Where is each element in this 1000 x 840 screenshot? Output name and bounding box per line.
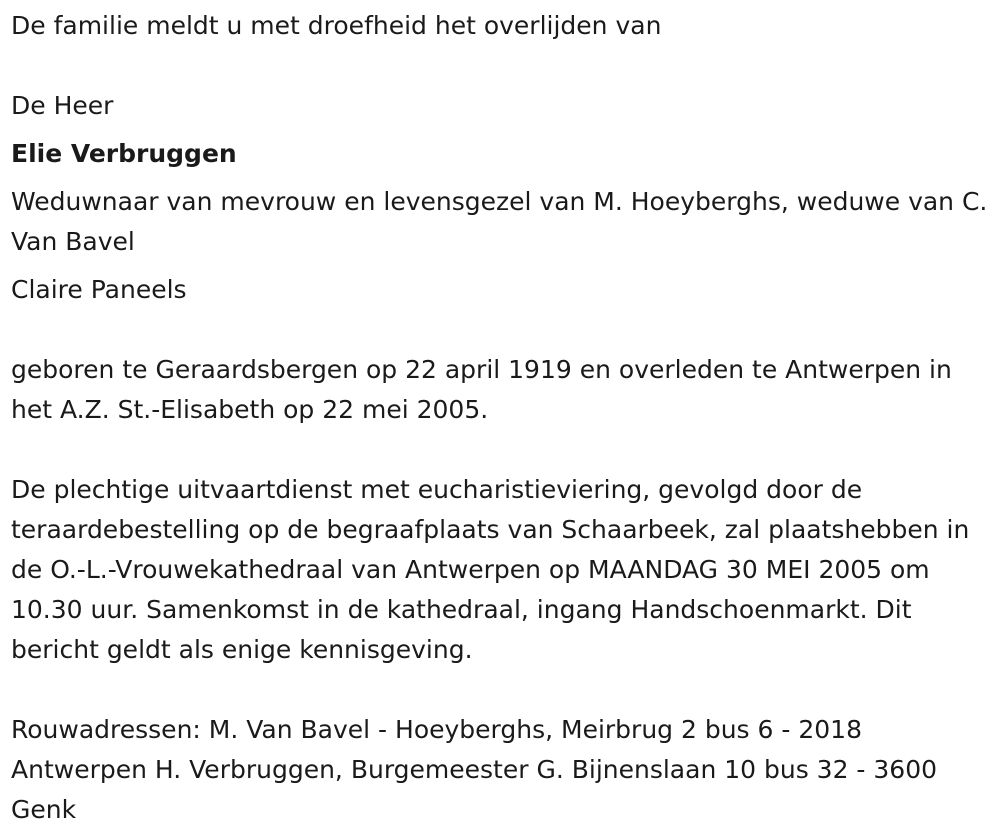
relation-text: Weduwnaar van mevrouw en levensgezel van M. Hoeyberghs, weduwe van C. Van Bavel (11, 187, 988, 256)
intro-text: De familie meldt u met droefheid het overlijden van (11, 11, 662, 40)
funeral-service-text: De plechtige uitvaartdienst met eucharistieviering, gevolgd door de teraardebestelling op de begraafplaats van Schaarbeek, zal plaatshebben in de O.-L.-Vrouwekathedraal van Antwerpen op MAANDAG 30 MEI 2005 om 10.30 uur. Samenkomst in de kathedraal, ingang Handschoenmarkt. Dit bericht geldt als enige kennisgeving. (11, 475, 970, 664)
mourning-addresses: Rouwadressen: M. Van Bavel - Hoeyberghs, Meirbrug 2 bus 6 - 2018 Antwerpen H. Verbruggen, Burgemeester G. Bijnenslaan 10 bus 32 - 3600 Genk (11, 715, 938, 824)
honorific-title: De Heer (11, 91, 114, 120)
birth-death-text: geboren te Geraardsbergen op 22 april 1919 en overleden te Antwerpen in het A.Z. St.-Elisabeth op 22 mei 2005. (11, 355, 952, 424)
deceased-name: Elie Verbruggen (11, 139, 237, 168)
partner-name: Claire Paneels (11, 275, 187, 304)
